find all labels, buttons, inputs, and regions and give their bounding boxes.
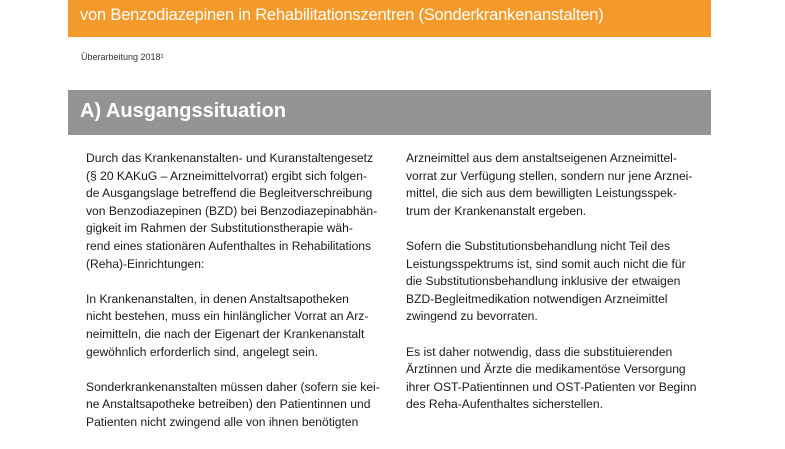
paragraph: Arzneimittel aus dem anstaltseigenen Arzneimittel- vorrat zur Verfügung stellen, sondern nur jene Arznei- mittel, die sich aus dem bewilligten Leistungsspek- trum der Krankenanstalt ergeben.	[406, 151, 693, 218]
paragraph: In Krankenanstalten, in denen Anstaltsapotheken nicht bestehen, muss ein hinlänglicher Vorrat an Arz- neimitteln, die nach der Eigenart der Krankenanstalt gewöhnlich erforderlich sind, angelegt sein.	[86, 291, 369, 359]
left-column	[86, 150, 391, 449]
paragraph: Es ist daher notwendig, dass die substituierenden Ärztinnen und Ärzte die medikamentöse Versorgung ihrer OST-Patientinnen und OST-Patienten vor Beginn des Reha-Aufenthaltes sicherstellen.	[406, 344, 697, 412]
banner-title: von Benzodiazepinen in Rehabilitationszentren (Sonderkrankenanstalten)	[80, 6, 604, 24]
revision-note: Überarbeitung 2018¹	[81, 52, 164, 62]
paragraph: Sofern die Substitutionsbehandlung nicht Teil des Leistungsspektrums ist, sind somit auch nicht die für die Substitutionsbehandlung inklusive der etwaigen BZD-Begleitmedikation notwendigen Arzneimittel zwingend zu bevorraten.	[406, 238, 686, 324]
section-header	[68, 90, 711, 135]
section-title: A) Ausgangssituation	[80, 100, 286, 122]
paragraph: Durch das Krankenanstalten- und Kuranstaltengesetz (§ 20 KAKuG – Arzneimittelvorrat) ergibt sich folgen- de Ausgangslage betreffend die Begleitverschreibung von Benzodiazepinen (BZD) bei Benzodiazepinabhän- gigkeit im Rahmen der Substitutionstherapie wäh- rend eines stationären Aufenthaltes in Rehabilitations (Reha)-Einrichtungen:	[86, 151, 378, 271]
title-banner	[68, 0, 711, 37]
right-column	[406, 150, 711, 432]
paragraph: Sonderkrankenanstalten müssen daher (sofern sie kei- ne Anstaltsapotheke betreiben) den Patientinnen und Patienten nicht zwingend alle von ihnen benötigten	[86, 379, 380, 429]
